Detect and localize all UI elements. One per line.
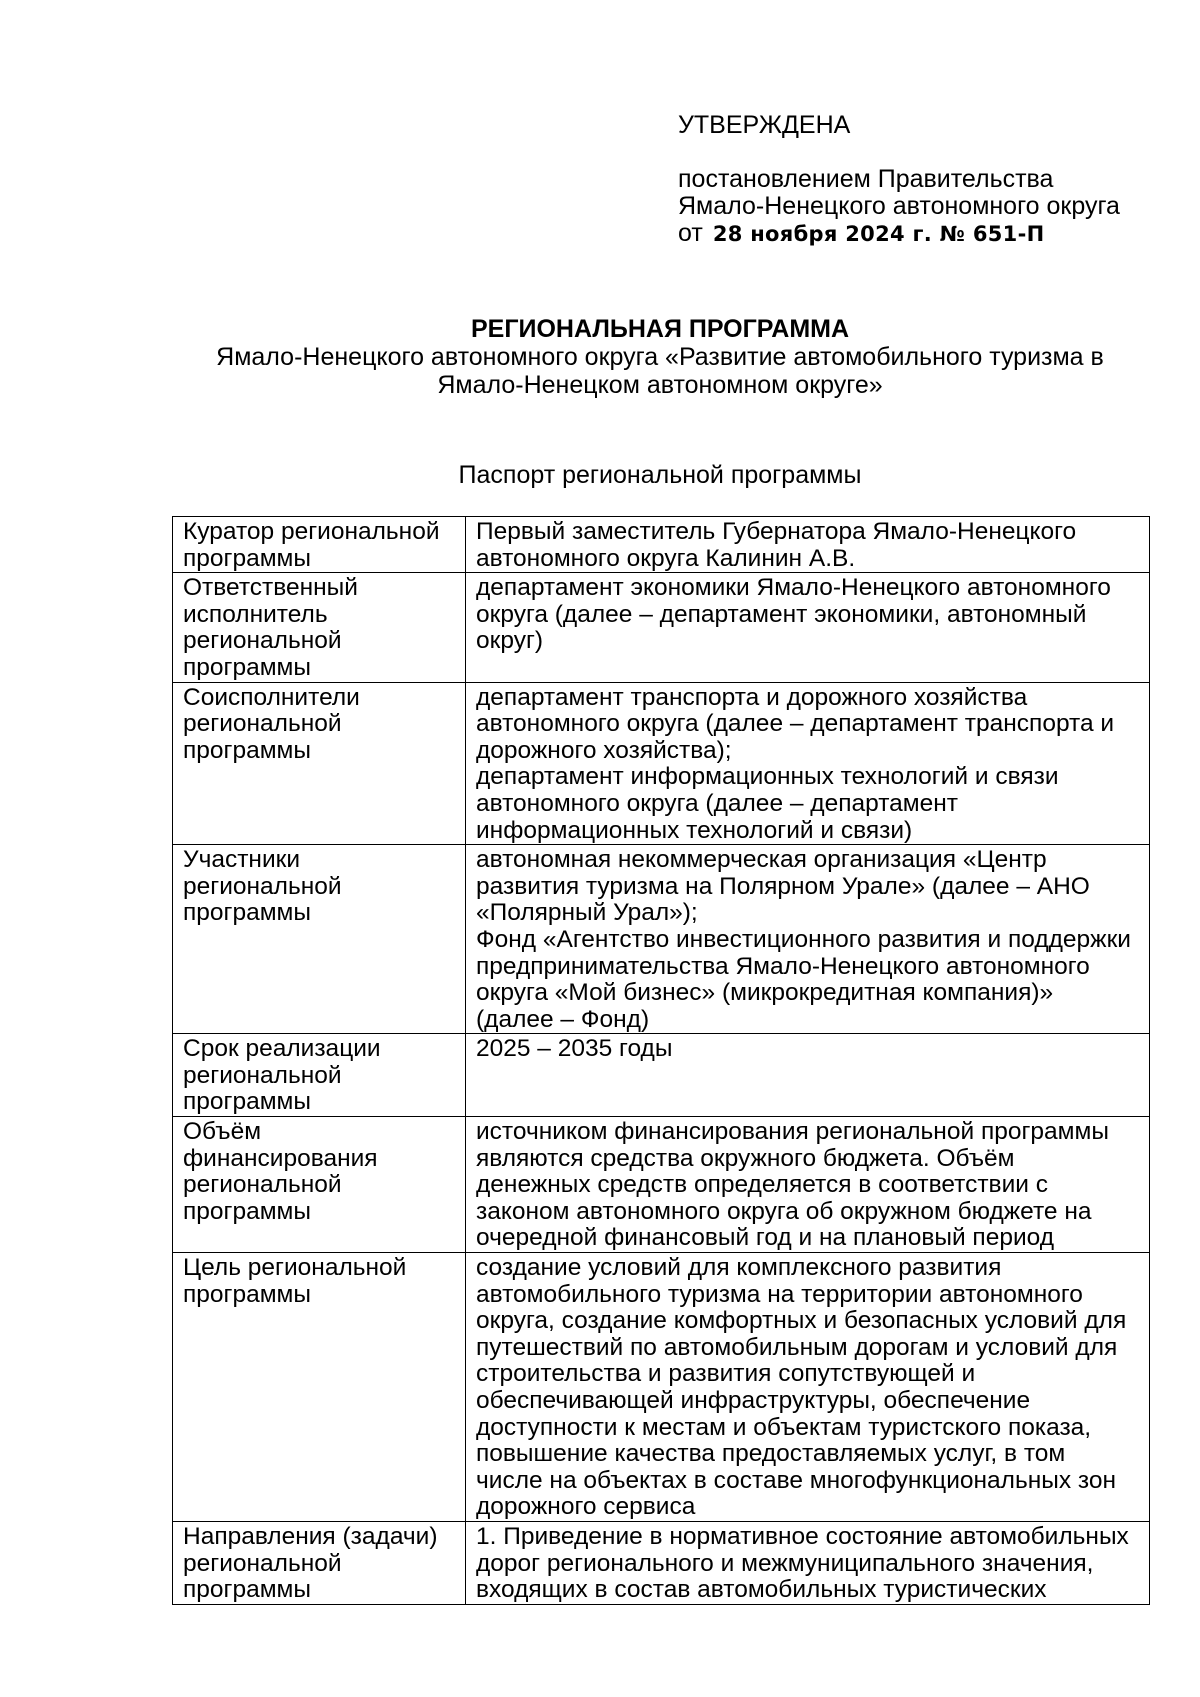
passport-row-value bbox=[466, 1253, 1150, 1522]
passport-value-line: источником финансирования региональной программы bbox=[476, 1118, 1109, 1146]
passport-value-line: округа (далее – департамент экономики, автономный bbox=[476, 600, 1087, 628]
passport-value-line: денежных средств определяется в соответствии с bbox=[476, 1171, 1048, 1199]
approval-date-prefix: от bbox=[678, 219, 703, 247]
passport-value-line: округ) bbox=[476, 627, 544, 655]
passport-label-line: Куратор региональной bbox=[183, 518, 440, 545]
passport-value-line: путешествий по автомобильным дорогам и условий для bbox=[476, 1333, 1118, 1361]
passport-row-label bbox=[173, 1253, 466, 1522]
passport-row-label bbox=[173, 1521, 466, 1604]
passport-value-line: развития туризма на Полярном Урале» (далее – АНО bbox=[476, 872, 1090, 900]
passport-row-label bbox=[173, 517, 466, 573]
passport-heading: Паспорт региональной программы bbox=[458, 461, 862, 489]
passport-value-line: законом автономного округа об окружном бюджете на bbox=[476, 1197, 1092, 1225]
passport-value-line: являются средства окружного бюджета. Объём bbox=[476, 1144, 1015, 1172]
passport-label-line: региональной bbox=[183, 1061, 342, 1089]
passport-label-line: Участники bbox=[183, 846, 301, 874]
passport-row bbox=[173, 682, 1150, 845]
program-subtitle-line-2: Ямало-Ненецком автономном округе» bbox=[437, 371, 883, 399]
passport-value-line: дорожного хозяйства); bbox=[476, 736, 732, 764]
passport-label-line: Цель региональной bbox=[183, 1254, 407, 1282]
approval-line-1: постановлением Правительства bbox=[678, 165, 1054, 193]
passport-row-label bbox=[173, 573, 466, 682]
passport-value-line: округа «Мой бизнес» (микрокредитная компания)» bbox=[476, 979, 1054, 1007]
program-title: РЕГИОНАЛЬНАЯ ПРОГРАММА bbox=[470, 315, 850, 343]
passport-value-line: (далее – Фонд) bbox=[476, 1005, 650, 1033]
passport-value-line: 1. Приведение в нормативное состояние автомобильных bbox=[476, 1522, 1129, 1550]
passport-value-line: предпринимательства Ямало-Ненецкого автономного bbox=[476, 952, 1090, 980]
passport-label-line: программы bbox=[183, 899, 312, 927]
passport-row-label bbox=[173, 1117, 466, 1253]
passport-value-line: автономного округа (далее – департамент транспорта и bbox=[476, 710, 1115, 738]
passport-row-label bbox=[173, 1034, 466, 1117]
passport-value-line: создание условий для комплексного развития bbox=[476, 1254, 1002, 1282]
passport-label-line: исполнитель bbox=[183, 600, 328, 628]
passport-value-line: автомобильного туризма на территории автономного bbox=[476, 1280, 1083, 1308]
passport-value-line: департамент экономики Ямало-Ненецкого автономного bbox=[476, 574, 1111, 602]
program-subtitle-line-1: Ямало-Ненецкого автономного округа «Развитие автомобильного туризма в bbox=[216, 343, 1104, 371]
passport-row bbox=[173, 573, 1150, 682]
passport-value-line: дорожного сервиса bbox=[476, 1493, 696, 1521]
passport-value-line: строительства и развития сопутствующей и bbox=[476, 1360, 976, 1388]
passport-value-line: повышение качества предоставляемых услуг, в том bbox=[476, 1440, 1066, 1468]
passport-value-line: Фонд «Агентство инвестиционного развития и поддержки bbox=[476, 925, 1131, 953]
passport-row bbox=[173, 845, 1150, 1034]
passport-label-line: региональной bbox=[183, 627, 342, 655]
passport-value-line: округа, создание комфортных и безопасных условий для bbox=[476, 1307, 1127, 1335]
passport-label-line: Объём bbox=[183, 1118, 262, 1146]
approval-block bbox=[678, 112, 1120, 248]
passport-table-body bbox=[173, 517, 1150, 1605]
passport-row bbox=[173, 1253, 1150, 1522]
approval-date-line bbox=[678, 220, 1120, 248]
approval-date-value: 28 ноября 2024 г. № 651-П bbox=[712, 222, 1045, 246]
passport-row bbox=[173, 1034, 1150, 1117]
passport-row-value bbox=[466, 1034, 1150, 1117]
passport-row bbox=[173, 1521, 1150, 1604]
passport-value-line: обеспечивающей инфраструктуры, обеспечение bbox=[476, 1387, 1031, 1414]
passport-row-value bbox=[466, 682, 1150, 845]
passport-label-line: Направления (задачи) bbox=[183, 1522, 438, 1550]
passport-label-line: региональной bbox=[183, 710, 342, 738]
passport-value-line: департамент транспорта и дорожного хозяйства bbox=[476, 683, 1028, 711]
passport-value-line: департамент информационных технологий и связи bbox=[476, 763, 1059, 791]
passport-row-value bbox=[466, 517, 1150, 573]
passport-row-value bbox=[466, 845, 1150, 1034]
passport-value-line: автономная некоммерческая организация «Центр bbox=[476, 846, 1047, 874]
passport-row-value bbox=[466, 573, 1150, 682]
passport-value-line: 2025 – 2035 годы bbox=[476, 1035, 673, 1063]
passport-table bbox=[172, 516, 1150, 1605]
passport-value-line: числе на объектах в составе многофункциональных зон bbox=[476, 1466, 1117, 1494]
passport-label-line: программы bbox=[183, 544, 312, 572]
passport-value-line: очередной финансовый год и на плановый период bbox=[476, 1224, 1055, 1252]
passport-label-line: программы bbox=[183, 1280, 312, 1308]
passport-value-line: автономного округа Калинин А.В. bbox=[476, 544, 856, 572]
passport-value-line: Первый заместитель Губернатора Ямало-Ненецкого bbox=[476, 518, 1077, 545]
approval-stamp: УТВЕРЖДЕНА bbox=[678, 111, 851, 139]
passport-row-label bbox=[173, 682, 466, 845]
approval-line-2: Ямало-Ненецкого автономного округа bbox=[678, 192, 1120, 220]
passport-row bbox=[173, 517, 1150, 573]
passport-label-line: региональной bbox=[183, 1171, 342, 1199]
passport-label-line: региональной bbox=[183, 1549, 342, 1577]
passport-row-value bbox=[466, 1521, 1150, 1604]
program-title-block bbox=[0, 315, 1200, 399]
passport-label-line: Ответственный bbox=[183, 574, 358, 602]
passport-value-line: «Полярный Урал»); bbox=[476, 899, 698, 927]
passport-label-line: программы bbox=[183, 653, 312, 681]
passport-label-line: финансирования bbox=[183, 1144, 378, 1172]
passport-label-line: программы bbox=[183, 1197, 312, 1225]
passport-value-line: автономного округа (далее – департамент bbox=[476, 789, 958, 817]
passport-label-line: программы bbox=[183, 1576, 312, 1604]
passport-label-line: региональной bbox=[183, 872, 342, 900]
passport-value-line: доступности к местам и объектам туристского показа, bbox=[476, 1413, 1092, 1441]
passport-label-line: Соисполнители bbox=[183, 683, 360, 711]
passport-row-value bbox=[466, 1117, 1150, 1253]
passport-label-line: программы bbox=[183, 736, 312, 764]
passport-row bbox=[173, 1117, 1150, 1253]
passport-value-line: дорог регионального и межмуниципального значения, bbox=[476, 1549, 1094, 1577]
passport-label-line: Срок реализации bbox=[183, 1035, 381, 1063]
passport-value-line: информационных технологий и связи) bbox=[476, 816, 913, 844]
passport-row-label bbox=[173, 845, 466, 1034]
passport-value-line: входящих в состав автомобильных туристических bbox=[476, 1576, 1047, 1604]
passport-label-line: программы bbox=[183, 1088, 312, 1116]
